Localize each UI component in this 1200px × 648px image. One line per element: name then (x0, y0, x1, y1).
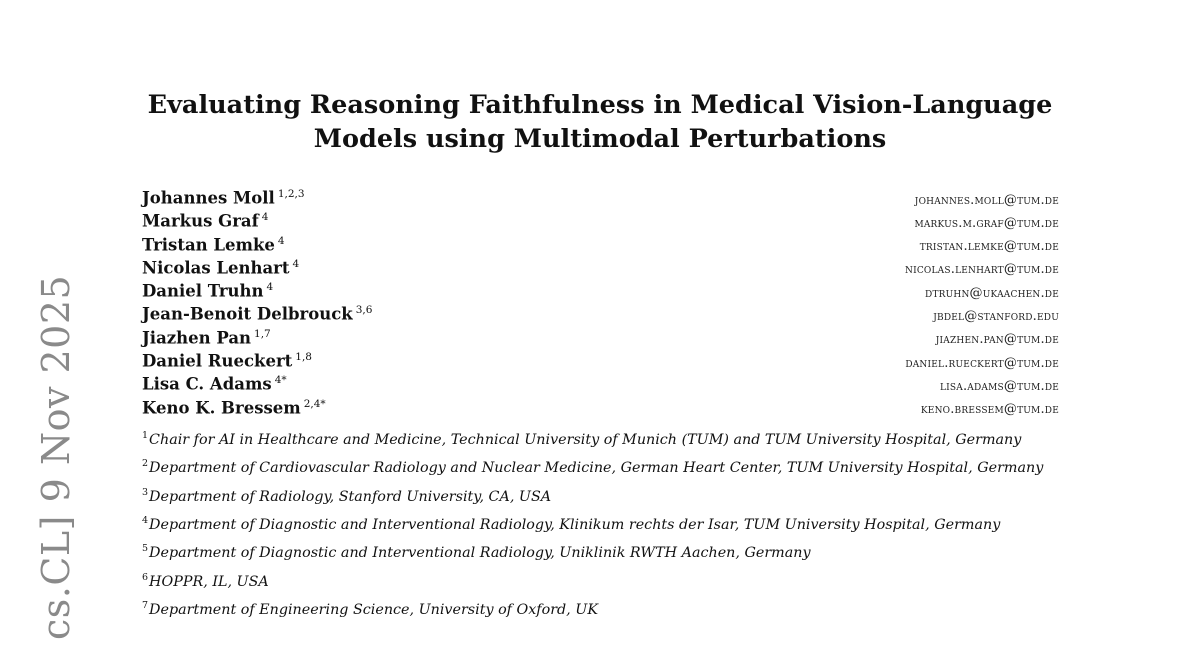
author-name: Nicolas Lenhart $^4$ (142, 257, 300, 278)
author-affil-marker: 4 (266, 281, 274, 294)
author-email[interactable]: nicolas.lenhart@tum.de (905, 262, 1059, 278)
affiliation-text: Department of Diagnostic and Interventional Radiology, Klinikum rechts der Isar, TUM University Hospital, Germany (149, 516, 1001, 533)
affiliation-text: Chair for AI in Healthcare and Medicine, Technical University of Munich (TUM) and TUM University Hospital, Germany (149, 431, 1022, 448)
author-affil-marker: 2,4* (303, 397, 326, 410)
affiliation-number: 5 (142, 543, 149, 555)
affiliation-number: 4 (142, 515, 149, 527)
author-email[interactable]: tristan.lemke@tum.de (919, 239, 1059, 255)
author-row (142, 258, 1059, 281)
author-email[interactable]: dtruhn@ukaachen.de (925, 285, 1059, 301)
author-list (142, 188, 1059, 421)
affiliation-number: 1 (142, 430, 149, 441)
author-affil-marker: 3,6 (355, 304, 373, 317)
affiliation-item (142, 509, 1059, 537)
author-email[interactable]: keno.bressem@tum.de (920, 402, 1059, 418)
affiliation-list (142, 424, 1059, 623)
author-name: Jiazhen Pan $^{1,7}$ (142, 327, 271, 348)
author-name: Keno K. Bressem $^{2,4*}$ (142, 397, 326, 418)
author-row (142, 235, 1059, 258)
author-email[interactable]: jiazhen.pan@tum.de (935, 332, 1059, 348)
author-row (142, 281, 1059, 304)
author-email[interactable]: jbdel@stanford.edu (933, 308, 1059, 324)
affiliation-number: 7 (142, 600, 149, 612)
author-affil-marker: 4 (292, 257, 300, 270)
affiliation-number: 2 (142, 458, 149, 470)
author-name: Jean-Benoit Delbrouck $^{3,6}$ (142, 304, 373, 324)
affiliation-text: Department of Radiology, Stanford University, CA, USA (149, 488, 552, 505)
affiliation-text: Department of Diagnostic and Interventional Radiology, Uniklinik RWTH Aachen, Germany (149, 545, 811, 562)
author-affil-marker: 4 (277, 234, 285, 247)
author-row (142, 188, 1059, 211)
author-name: Johannes Moll $^{1,2,3}$ (142, 188, 305, 208)
author-name: Tristan Lemke $^4$ (142, 234, 285, 255)
affiliation-text: Department of Cardiovascular Radiology and Nuclear Medicine, German Heart Center, TUM University Hospital, Germany (149, 460, 1044, 477)
author-email[interactable]: johannes.moll@tum.de (914, 192, 1059, 208)
author-affil-marker: 1,7 (254, 327, 271, 340)
affiliation-item (142, 481, 1059, 509)
author-affil-marker: 1,2,3 (277, 188, 305, 200)
author-affil-marker: 4 (261, 211, 269, 224)
author-affil-marker: 4* (274, 374, 287, 387)
affiliation-item (142, 594, 1059, 622)
author-row (142, 398, 1059, 421)
affiliation-item (142, 424, 1059, 452)
author-name: Lisa C. Adams $^{4*}$ (142, 374, 287, 394)
author-row (142, 328, 1059, 351)
author-row (142, 304, 1059, 327)
affiliation-item (142, 452, 1059, 480)
author-name: Daniel Rueckert $^{1,8}$ (142, 351, 312, 371)
affiliation-item (142, 537, 1059, 565)
affiliation-number: 6 (142, 571, 149, 583)
author-row (142, 374, 1059, 397)
author-affil-marker: 1,8 (295, 351, 312, 364)
author-email[interactable]: daniel.rueckert@tum.de (905, 355, 1059, 371)
author-name: Markus Graf $^4$ (142, 211, 269, 231)
affiliation-number: 3 (142, 486, 149, 498)
author-email[interactable]: lisa.adams@tum.de (939, 378, 1059, 394)
arxiv-margin-stamp: cs.CL] 9 Nov 2025 (34, 274, 78, 640)
affiliation-text: Department of Engineering Science, University of Oxford, UK (149, 601, 599, 618)
affiliation-text: HOPPR, IL, USA (149, 573, 269, 590)
author-email[interactable]: markus.m.graf@tum.de (914, 215, 1059, 231)
author-name: Daniel Truhn $^4$ (142, 281, 274, 301)
author-row (142, 211, 1059, 234)
affiliation-item (142, 566, 1059, 594)
paper-title (0, 88, 1200, 156)
title-line-1: Evaluating Reasoning Faithfulness in Medical Vision-Language (147, 90, 1053, 120)
author-row (142, 351, 1059, 374)
title-line-2: Models using Multimodal Perturbations (313, 124, 887, 154)
